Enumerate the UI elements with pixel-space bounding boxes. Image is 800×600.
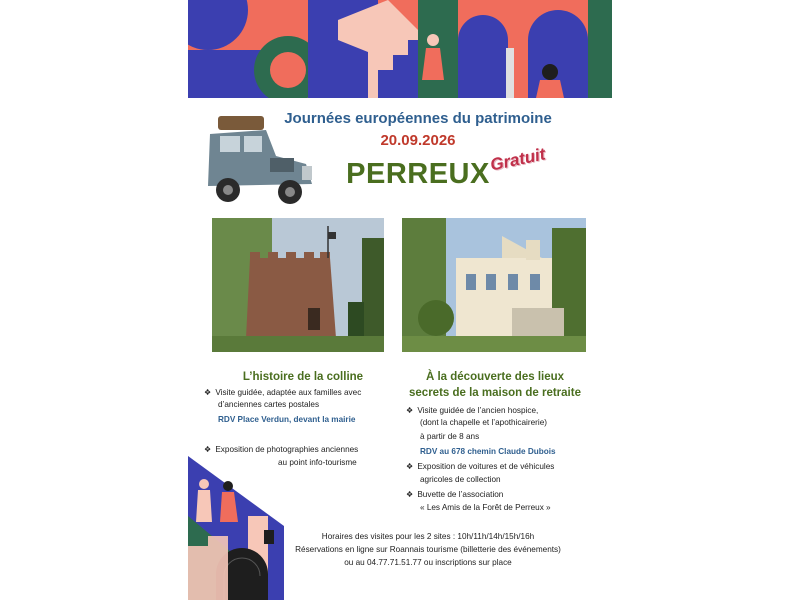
event-date: 20.09.2026 — [380, 132, 456, 149]
diamond-bullet-icon: ❖ — [406, 406, 414, 415]
banner-illustration — [188, 0, 612, 98]
booking-info: Réservations en ligne sur Roannais tourisme (billetterie des événements) — [295, 545, 561, 554]
diamond-bullet-icon: ❖ — [204, 388, 212, 397]
list-item: ❖ Exposition de photographies anciennes — [204, 445, 359, 454]
list-item-continued: (dont la chapelle et l’apothicairerie) — [420, 418, 547, 427]
list-item: ❖ Exposition de voitures et de véhicules — [406, 462, 555, 471]
poster — [188, 0, 612, 600]
list-item: ❖ Buvette de l’association — [406, 490, 504, 499]
list-item-continued: au point info-tourisme — [278, 458, 357, 467]
right-section-title-1: À la découverte des lieux — [425, 371, 565, 383]
left-section-title: L’histoire de la colline — [242, 371, 364, 383]
list-item-continued: à partir de 8 ans — [420, 432, 480, 441]
list-item-continued: « Les Amis de la Forêt de Perreux » — [420, 503, 551, 512]
event-title: Journées européennes du patrimoine — [284, 110, 552, 127]
rdv-right: RDV au 678 chemin Claude Dubois — [420, 447, 556, 456]
list-item-continued: agricoles de collection — [420, 475, 501, 484]
diamond-bullet-icon: ❖ — [406, 462, 414, 471]
list-item-continued: d’anciennes cartes postales — [218, 400, 320, 409]
bottom-illustration — [188, 456, 284, 600]
retirement-home-photo — [402, 218, 586, 352]
visit-hours: Horaires des visites pour les 2 sites : 10h/11h/14h/15h/16h — [321, 532, 535, 541]
tower-photo — [212, 218, 384, 352]
diamond-bullet-icon: ❖ — [204, 445, 212, 454]
phone-info: ou au 04.77.71.51.77 ou inscriptions sur place — [344, 558, 512, 567]
free-badge: Gratuit — [488, 144, 547, 175]
list-item: ❖ Visite guidée de l’ancien hospice, — [406, 406, 539, 415]
town-name: PERREUX — [346, 158, 490, 190]
diamond-bullet-icon: ❖ — [406, 490, 414, 499]
list-item: ❖ Visite guidée, adaptée aux familles avec — [204, 388, 362, 397]
rdv-left: RDV Place Verdun, devant la mairie — [218, 415, 356, 424]
right-section-title-2: secrets de la maison de retraite — [409, 387, 581, 399]
